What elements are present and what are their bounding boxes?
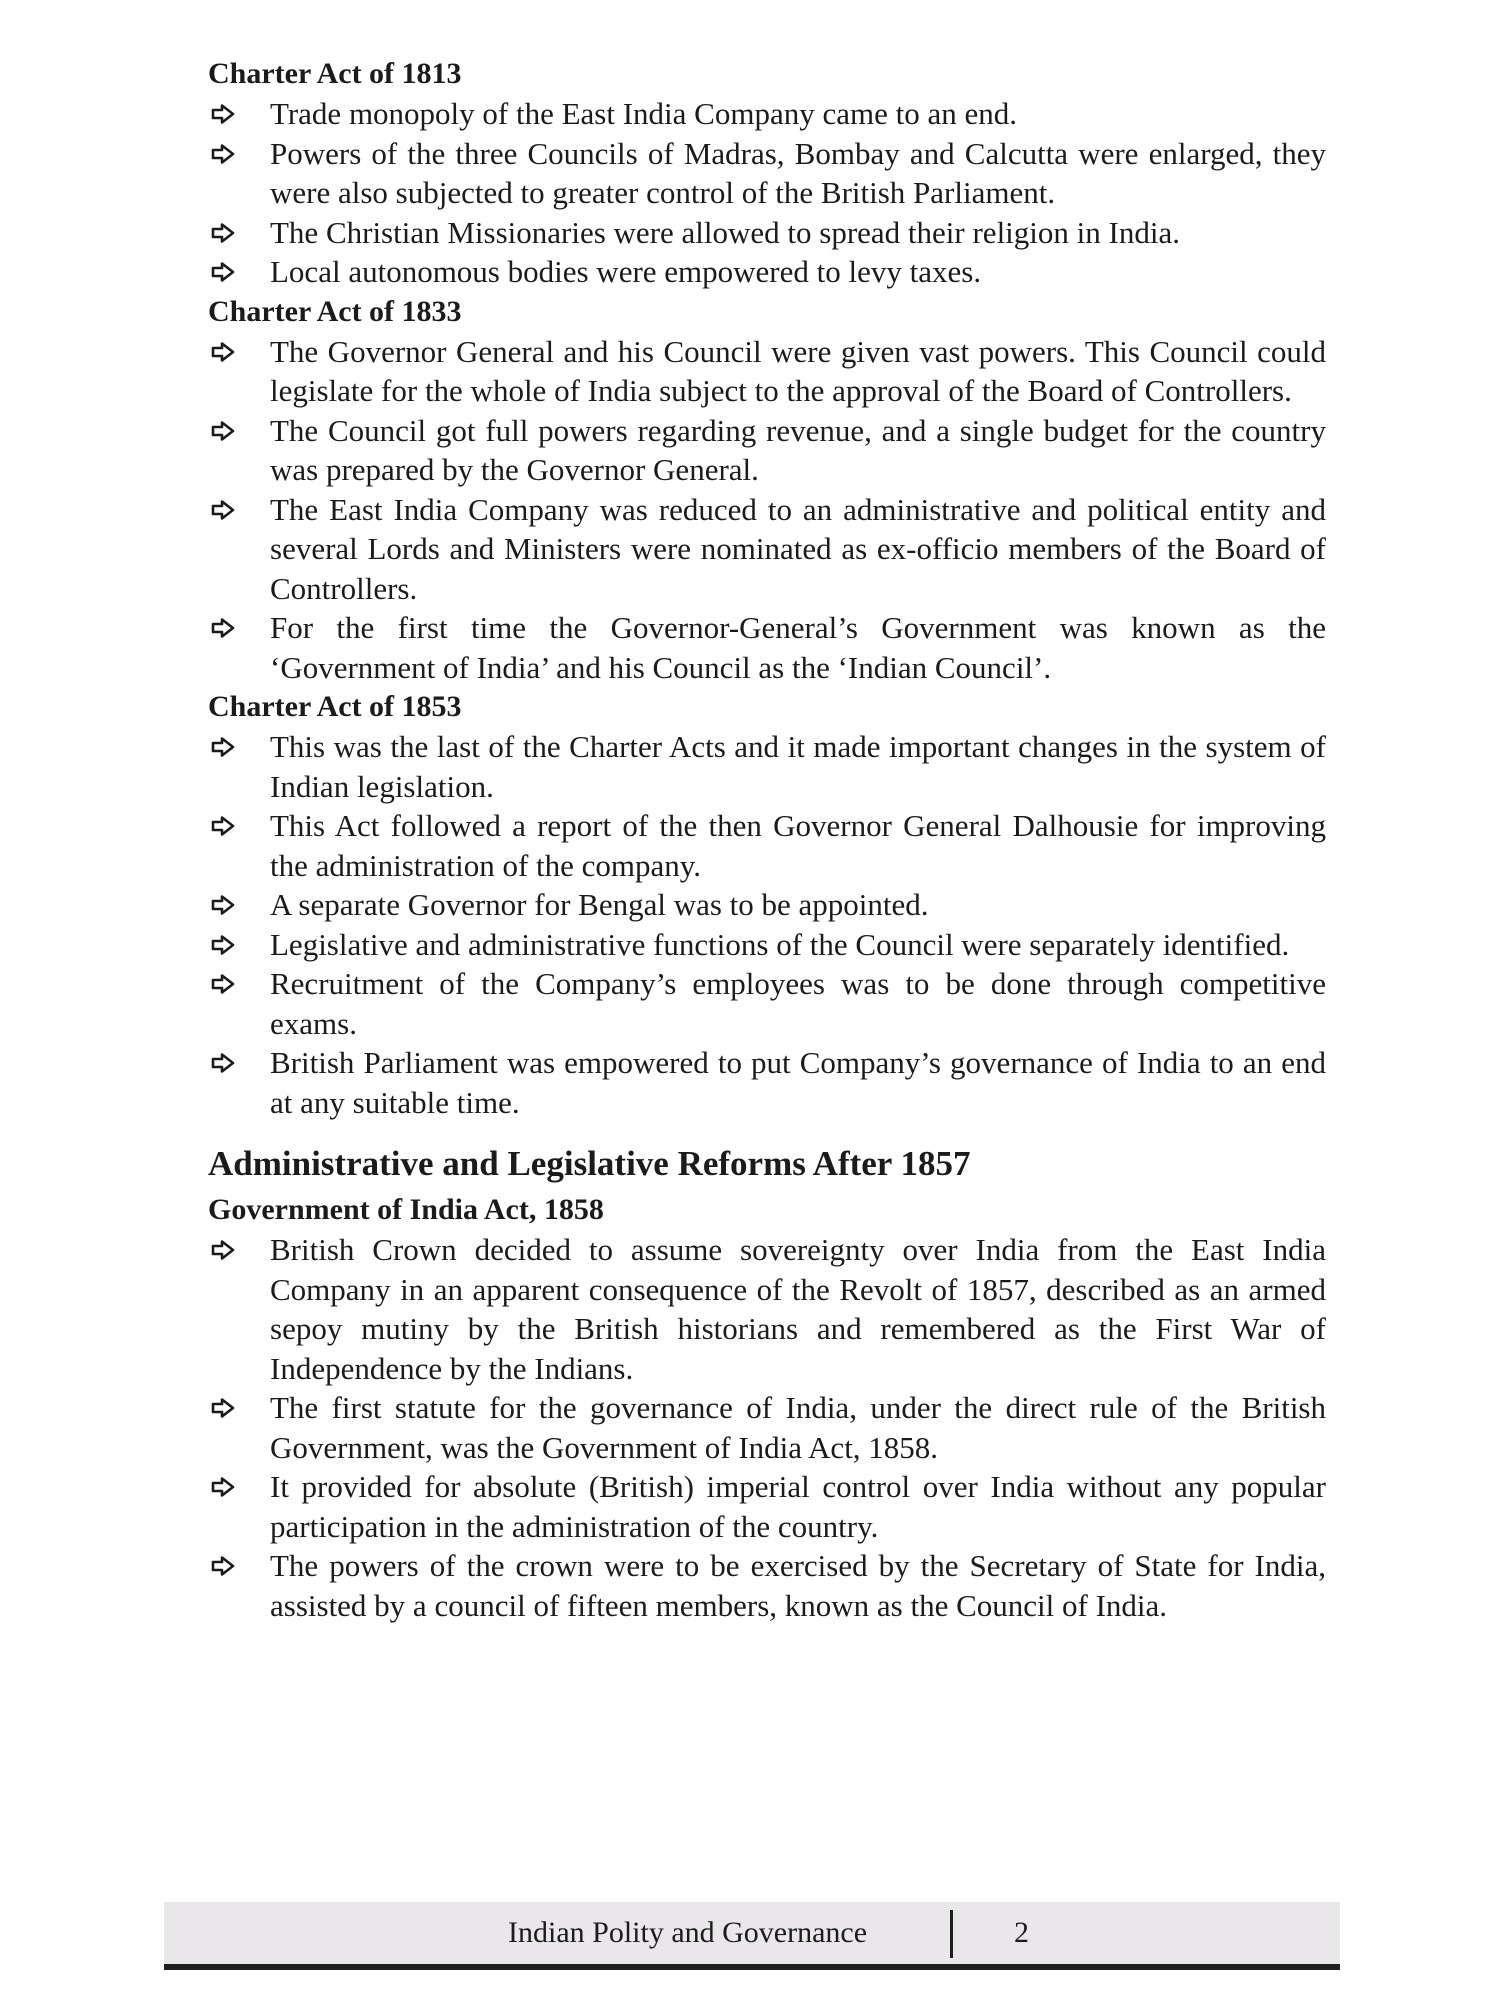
right-arrow-icon	[210, 934, 236, 956]
list-item-text: The first statute for the governance of India, under the direct rule of the British Government, was the Government of India Act, 1858.	[270, 1390, 1326, 1465]
list-item-text: The Christian Missionaries were allowed to spread their religion in India.	[270, 214, 1180, 250]
list-item-text: For the first time the Governor-General’s Government was known as the ‘Government of India’ and his Council as the ‘Indian Council’.	[270, 610, 1326, 685]
list-item	[208, 608, 1326, 687]
right-arrow-icon	[210, 222, 236, 244]
section-title: Charter Act of 1833	[208, 294, 462, 328]
right-arrow-icon	[210, 973, 236, 995]
bullet-list	[208, 727, 1326, 1122]
section-government-of-india-act-1858	[208, 1190, 1326, 1625]
list-item-text: This Act followed a report of the then Governor General Dalhousie for improving the administration of the company.	[270, 808, 1326, 883]
bullet-list	[208, 1230, 1326, 1625]
list-item-text: It provided for absolute (British) imperial control over India without any popular participation in the administration of the country.	[270, 1469, 1326, 1544]
list-item	[208, 727, 1326, 806]
list-item-text: Legislative and administrative functions of the Council were separately identified.	[270, 926, 1290, 962]
list-item	[208, 411, 1326, 490]
right-arrow-icon	[210, 1397, 236, 1419]
bullet-list	[208, 94, 1326, 292]
right-arrow-icon	[210, 1239, 236, 1261]
list-item-text: Trade monopoly of the East India Company came to an end.	[270, 96, 1017, 131]
section-charter-act-1833	[208, 292, 1326, 688]
list-item	[208, 964, 1326, 1043]
page-footer	[164, 1902, 1340, 1970]
section-title: Charter Act of 1853	[208, 690, 462, 723]
section-charter-act-1853	[208, 687, 1326, 1122]
major-heading: Administrative and Legislative Reforms After 1857	[208, 1144, 971, 1183]
list-item	[208, 1467, 1326, 1546]
list-item-text: British Parliament was empowered to put Company’s governance of India to an end at any suitable time.	[270, 1045, 1326, 1120]
right-arrow-icon	[210, 261, 236, 283]
list-item	[208, 885, 1326, 925]
right-arrow-icon	[210, 341, 236, 363]
list-item-text: The powers of the crown were to be exercised by the Secretary of State for India, assisted by a council of fifteen members, known as the Council of India.	[270, 1548, 1326, 1623]
list-item-text: This was the last of the Charter Acts and it made important changes in the system of Indian legislation.	[270, 729, 1326, 804]
section-title: Charter Act of 1813	[208, 57, 462, 90]
list-item-text: The Governor General and his Council were given vast powers. This Council could legislate for the whole of India subject to the approval of the Board of Controllers.	[270, 333, 1326, 408]
list-item-text: Local autonomous bodies were empowered to levy taxes.	[270, 254, 982, 289]
list-item-text: The East India Company was reduced to an administrative and political entity and several Lords and Ministers were nominated as ex-officio members of the Board of Controllers.	[270, 491, 1326, 606]
right-arrow-icon	[210, 420, 236, 442]
list-item	[208, 806, 1326, 885]
list-item	[208, 1230, 1326, 1388]
right-arrow-icon	[210, 1476, 236, 1498]
list-item	[208, 925, 1326, 965]
right-arrow-icon	[210, 143, 236, 165]
list-item	[208, 252, 1326, 292]
list-item-text: A separate Governor for Bengal was to be appointed.	[270, 887, 929, 922]
right-arrow-icon	[210, 617, 236, 639]
list-item	[208, 1388, 1326, 1467]
right-arrow-icon	[210, 1555, 236, 1577]
right-arrow-icon	[210, 815, 236, 837]
document-page	[208, 54, 1326, 1625]
right-arrow-icon	[210, 894, 236, 916]
list-item-text: Powers of the three Councils of Madras, Bombay and Calcutta were enlarged, they were also subjected to greater control of the British Parliament.	[270, 135, 1326, 210]
footer-divider	[950, 1910, 953, 1958]
right-arrow-icon	[210, 1052, 236, 1074]
list-item	[208, 94, 1326, 134]
list-item	[208, 1043, 1326, 1122]
list-item	[208, 134, 1326, 213]
footer-book-title: Indian Polity and Governance	[508, 1916, 868, 1949]
page-number: 2	[1014, 1916, 1029, 1949]
section-title: Government of India Act, 1858	[208, 1193, 604, 1226]
list-item	[208, 1546, 1326, 1625]
list-item	[208, 213, 1326, 253]
right-arrow-icon	[210, 736, 236, 758]
right-arrow-icon	[210, 103, 236, 125]
list-item	[208, 332, 1326, 411]
right-arrow-icon	[210, 499, 236, 521]
list-item-text: British Crown decided to assume sovereignty over India from the East India Company in an apparent consequence of the Revolt of 1857, described as an armed sepoy mutiny by the British historians and remembered as the First War of Independence by the Indians.	[270, 1232, 1326, 1386]
list-item-text: The Council got full powers regarding revenue, and a single budget for the country was prepared by the Governor General.	[270, 412, 1326, 487]
bullet-list	[208, 332, 1326, 688]
list-item-text: Recruitment of the Company’s employees was to be done through competitive exams.	[270, 966, 1326, 1041]
list-item	[208, 490, 1326, 609]
section-charter-act-1813	[208, 54, 1326, 292]
